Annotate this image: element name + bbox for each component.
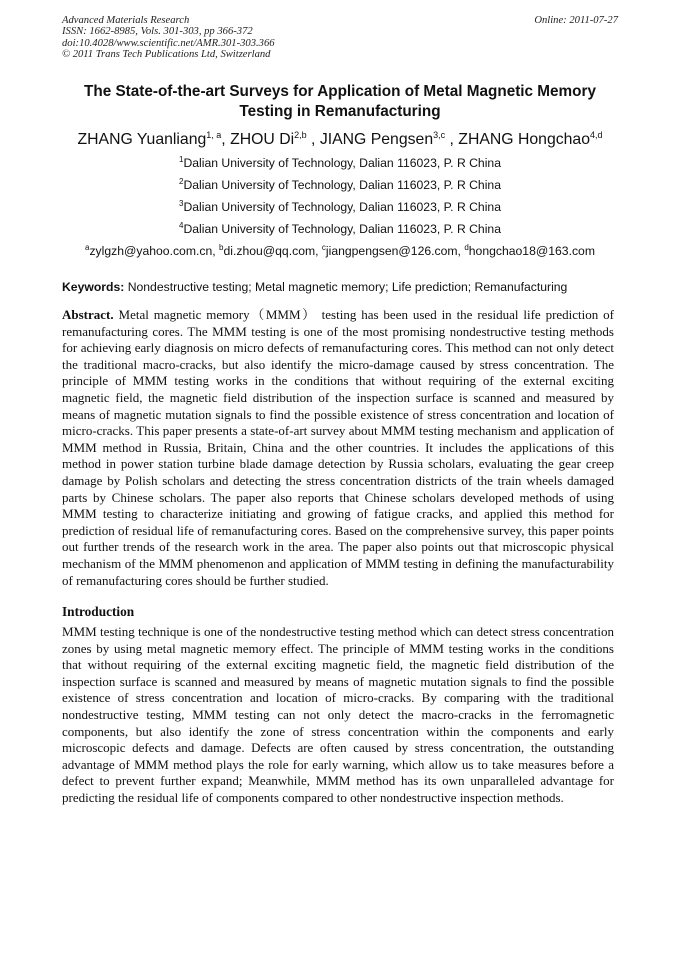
- author-list: [62, 130, 618, 150]
- affiliation-text: Dalian University of Technology, Dalian 116023, P. R China: [183, 156, 501, 170]
- introduction-heading: Introduction: [62, 604, 135, 619]
- author-superscript: 2,b: [294, 130, 307, 140]
- title-line-1: The State-of-the-art Surveys for Application of Metal Magnetic Memory: [84, 83, 596, 100]
- author-superscript: 1, a: [206, 130, 222, 140]
- copyright-line: © 2011 Trans Tech Publications Ltd, Switzerland: [62, 48, 271, 60]
- abstract-label: Abstract.: [62, 307, 114, 322]
- doi-line: doi:10.4028/www.scientific.net/AMR.301-303.366: [62, 37, 275, 49]
- author-name: ZHOU Di: [230, 131, 295, 148]
- issn-line: ISSN: 1662-8985, Vols. 301-303, pp 366-372: [62, 26, 253, 38]
- author-name: ZHANG Yuanliang: [77, 131, 207, 148]
- paper-title: [62, 82, 618, 122]
- affiliation-number: 2: [179, 177, 184, 186]
- author-separator: ,: [445, 131, 459, 148]
- affiliation-text: Dalian University of Technology, Dalian 116023, P. R China: [183, 200, 501, 214]
- affiliation-number: 3: [179, 199, 184, 208]
- email-superscript: d: [464, 243, 469, 252]
- affiliation-text: Dalian University of Technology, Dalian 116023, P. R China: [183, 222, 501, 236]
- keywords: [62, 279, 618, 295]
- email-link[interactable]: jiangpengsen@126.com,: [325, 244, 465, 258]
- email-link[interactable]: hongchao18@163.com: [468, 244, 595, 258]
- affiliation: [62, 221, 618, 237]
- keywords-text: Nondestructive testing; Metal magnetic memory; Life prediction; Remanufacturing: [124, 280, 568, 294]
- affiliation-number: 1: [179, 155, 184, 164]
- author-emails: [62, 243, 618, 259]
- author-name: ZHANG Hongchao: [458, 131, 590, 148]
- affiliation: [62, 177, 618, 193]
- email-link[interactable]: zylgzh@yahoo.com.cn,: [89, 244, 220, 258]
- email-superscript: c: [321, 243, 326, 252]
- title-line-2: Testing in Remanufacturing: [239, 103, 441, 120]
- journal-name: Advanced Materials Research: [62, 15, 190, 26]
- keywords-label: Keywords:: [62, 280, 125, 294]
- abstract: [62, 307, 614, 589]
- author-superscript: 4,d: [590, 130, 603, 140]
- email-superscript: b: [219, 243, 224, 252]
- author-separator: ,: [221, 131, 231, 148]
- author-superscript: 3,c: [433, 130, 446, 140]
- affiliation: [62, 155, 618, 171]
- affiliation: [62, 199, 618, 215]
- online-date: Online: 2011-07-27: [534, 15, 618, 26]
- introduction-text: MMM testing technique is one of the nondestructive testing method which can detect stress concentration zones by using metal magnetic memory effect. The principle of MMM testing works in the conditions that without requiring of the external exciting magnetic field, the magnetic field distribution of the inspection surface is scanned and measured by means of magnetic mutation signals to find the possible existence of stress concentration and location of micro-cracks. By comparing with the traditional nondestructive testing, MMM testing can not only detect the macro-cracks in the ferromagnetic components, but also identify the zone of stress concentration within the components and early microscopic defects and damage. Defects are often caused by stress concentration, the outstanding advantage of MMM method plays the role for early warning, which allow us to take measures before a defect to prevent further expand; Meanwhile, MMM method has its own unparalleled advantage for predicting the residual life of components compared to other nondestructive inspection methods.: [62, 624, 614, 805]
- email-superscript: a: [85, 243, 90, 252]
- affiliation-text: Dalian University of Technology, Dalian 116023, P. R China: [183, 178, 501, 192]
- abstract-text: Metal magnetic memory（MMM） testing has been used in the residual life prediction of remanufacturing cores. The MMM testing is one of the most promising nondestructive testing methods for achieving early diagnosis on micro defects of remanufacturing cores. This method can not only detect the traditional macro-cracks, but also identify the micro-damage caused by stress concentration. The principle of MMM testing works in the conditions that without requiring of the external exciting magnetic field, the magnetic field distribution of the inspection surface is scanned and measured by means of magnetic mutation signals to find the possible existence of stress concentration and location of micro-cracks. This paper presents a state-of-art survey about MMM testing mechanism and application of MMM method in Russia, Britain, China and the other countries. It includes the applications of this method in power station turbine blade damage detection by Russia scholars, evaluating the gear creep damage by Polish scholars and detecting the stress concentration districts of the train wheels damaged parts by Chinese scholars. The paper also reports that Chinese scholars developed methods of using MMM testing to characterize initiating and growing of fatigue cracks, and applied this method for prediction of residual life of remanufacturing cores. Based on the comprehensive survey, this paper points out further trends of the research work in the area. The paper also points out that microscopic physical mechanism of the MMM phenomenon and application of MMM testing in defining the manufacturability of remanufacturing cores should be further studied.: [62, 307, 614, 588]
- affiliation-number: 4: [179, 221, 184, 230]
- author-name: JIANG Pengsen: [319, 131, 434, 148]
- journal-header: [62, 15, 618, 60]
- author-separator: ,: [306, 131, 320, 148]
- email-link[interactable]: di.zhou@qq.com,: [223, 244, 322, 258]
